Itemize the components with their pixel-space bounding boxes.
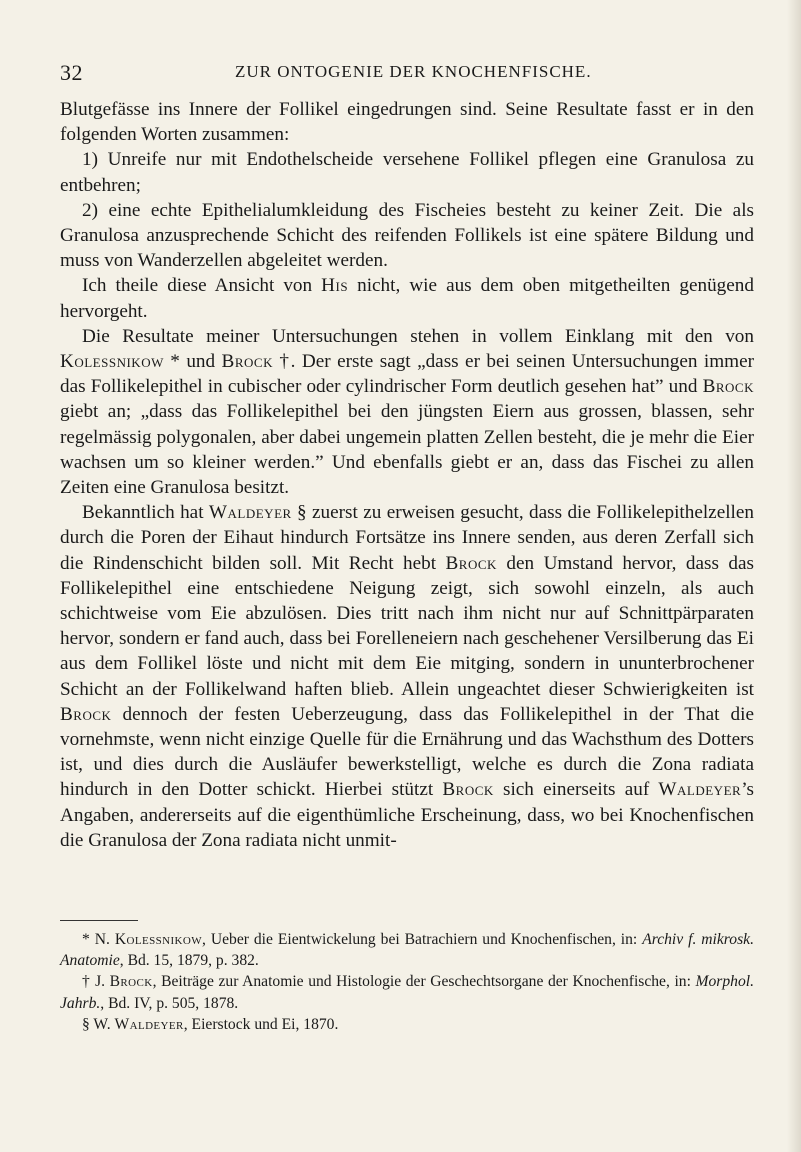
paragraph-1: Blutgefässe ins Innere der Follikel eingedrungen sind. Seine Resultate fasst er in den folgenden Worten zusammen: bbox=[60, 99, 754, 146]
author-name: Kolessnikow bbox=[114, 931, 202, 948]
body-text bbox=[60, 97, 754, 853]
text-run: sich einerseits auf bbox=[493, 779, 659, 801]
text-run: , Bd. 15, 1879, p. 382. bbox=[119, 952, 259, 970]
text-run: , Eierstock und Ei, 1870. bbox=[183, 1015, 339, 1033]
paragraph-5 bbox=[60, 324, 754, 500]
paragraph-6 bbox=[60, 500, 754, 853]
author-name: Brock bbox=[702, 376, 754, 398]
paragraph-4 bbox=[60, 273, 754, 323]
journal-title: Archiv f. mikrosk. Anatomie bbox=[60, 931, 754, 970]
footnote-mark: * N. bbox=[82, 931, 115, 948]
author-name: Brock bbox=[60, 703, 112, 725]
footnote-2 bbox=[60, 971, 754, 1013]
running-title: ZUR ONTOGENIE DER KNOCHENFISCHE. bbox=[235, 62, 592, 81]
text-run: dennoch der festen Ueberzeugung, dass das Follikelepithel in der That die vornehmste, wenn nicht einzige Quelle für die Ernährung und das Wachsthum des Dotters ist, und dies durch die Ausläufer bewerkstelligt, welche es durch die Zona radiata hindurch in den Dotter schickt. Hierbei stützt bbox=[60, 703, 754, 801]
text-run: Die Resultate meiner Untersuchungen stehen in vollem Einklang mit den von bbox=[82, 325, 754, 347]
author-name: Brock bbox=[109, 973, 153, 991]
author-name: Brock bbox=[221, 351, 273, 373]
text-run: Ich theile diese Ansicht von bbox=[82, 275, 322, 297]
footnote-1 bbox=[60, 929, 754, 971]
text-run: den Umstand hervor, dass das Follikelepithel eine entschiedene Neigung zeigt, sich sowohl einzeln, als auch schichtweise vom Eie abzulösen. Dies tritt nach ihm nicht nur auf Schnittpärparaten hervor, sondern er fand auch, dass bei Forelleneiern nach geschehener Versilberung das Ei aus dem Follikel löste und nicht mit dem Eie mitging, sondern in ununterbrochener Schicht an der Follikelwand haften blieb. Allein ungeachtet dieser Schwierigkeiten ist bbox=[60, 552, 754, 700]
text-run: , Beiträge zur Anatomie und Histologie der Geschechtsorgane der Knochenfische, in: bbox=[152, 973, 696, 991]
page-number: 32 bbox=[60, 60, 83, 85]
text-run: Bekanntlich hat bbox=[82, 502, 209, 524]
text-run: nicht, wie aus dem oben mitgetheilten genügend hervorgeht. bbox=[60, 275, 754, 322]
text-run: § zuerst zu erweisen gesucht, dass die Follikelepithelzellen durch die Poren der Eihaut hindurch Fortsätze ins Innere senden, aus deren Zerfall sich die Rindenschicht bilden soll. Mit Recht hebt bbox=[60, 502, 754, 574]
running-head bbox=[60, 60, 760, 88]
footnote-mark: § W. bbox=[82, 1015, 115, 1033]
author-name: Waldeyer bbox=[208, 502, 292, 524]
text-run: , Ueber die Eientwickelung bei Batrachiern und Knochenfischen, in: bbox=[202, 931, 643, 948]
page-edge-shadow bbox=[787, 0, 801, 1152]
text-run: , Bd. IV, p. 505, 1878. bbox=[100, 994, 239, 1012]
text-run: ’s Angaben, andererseits auf die eigenthümliche Erscheinung, dass, wo bei Knochenfischen die Granulosa der Zona radiata nicht unmit- bbox=[60, 779, 754, 851]
author-name: Waldeyer bbox=[658, 779, 742, 801]
footnote-3 bbox=[60, 1014, 754, 1035]
journal-title: Morphol. Jahrb. bbox=[60, 973, 754, 1012]
footnote-mark: † J. bbox=[82, 973, 110, 991]
author-name: Brock bbox=[445, 552, 497, 574]
footnote-divider bbox=[60, 920, 138, 921]
author-name: Kolessnikow bbox=[60, 351, 164, 373]
paragraph-3: 2) eine echte Epithelialumkleidung des Fischeies besteht zu keiner Zeit. Die als Granulosa anzusprechende Schicht des reifenden Follikels ist eine spätere Bildung und muss von Wanderzellen abgeleitet werden. bbox=[60, 199, 754, 272]
author-name: His bbox=[321, 275, 349, 297]
author-name: Waldeyer bbox=[114, 1015, 184, 1033]
text-run: †. Der erste sagt „dass er bei seinen Untersuchungen immer das Follikelepithel in cubischer oder cylindrischer Form deutlich gesehen hat” und bbox=[60, 351, 755, 398]
author-name: Brock bbox=[442, 779, 494, 801]
footnotes bbox=[60, 929, 754, 1035]
text-run: * und bbox=[163, 351, 222, 373]
text-run: giebt an; „dass das Follikelepithel bei den jüngsten Eiern aus grossen, blassen, sehr regelmässig polygonalen, aber dabei ungemein platten Zellen besteht, die je mehr die Eier wachsen um so kleiner werden.” Und ebenfalls giebt er an, dass das Fischei zu allen Zeiten eine Granulosa besitzt. bbox=[60, 401, 754, 499]
paragraph-2: 1) Unreife nur mit Endothelscheide versehene Follikel pflegen eine Granulosa zu entbehren; bbox=[60, 149, 754, 196]
